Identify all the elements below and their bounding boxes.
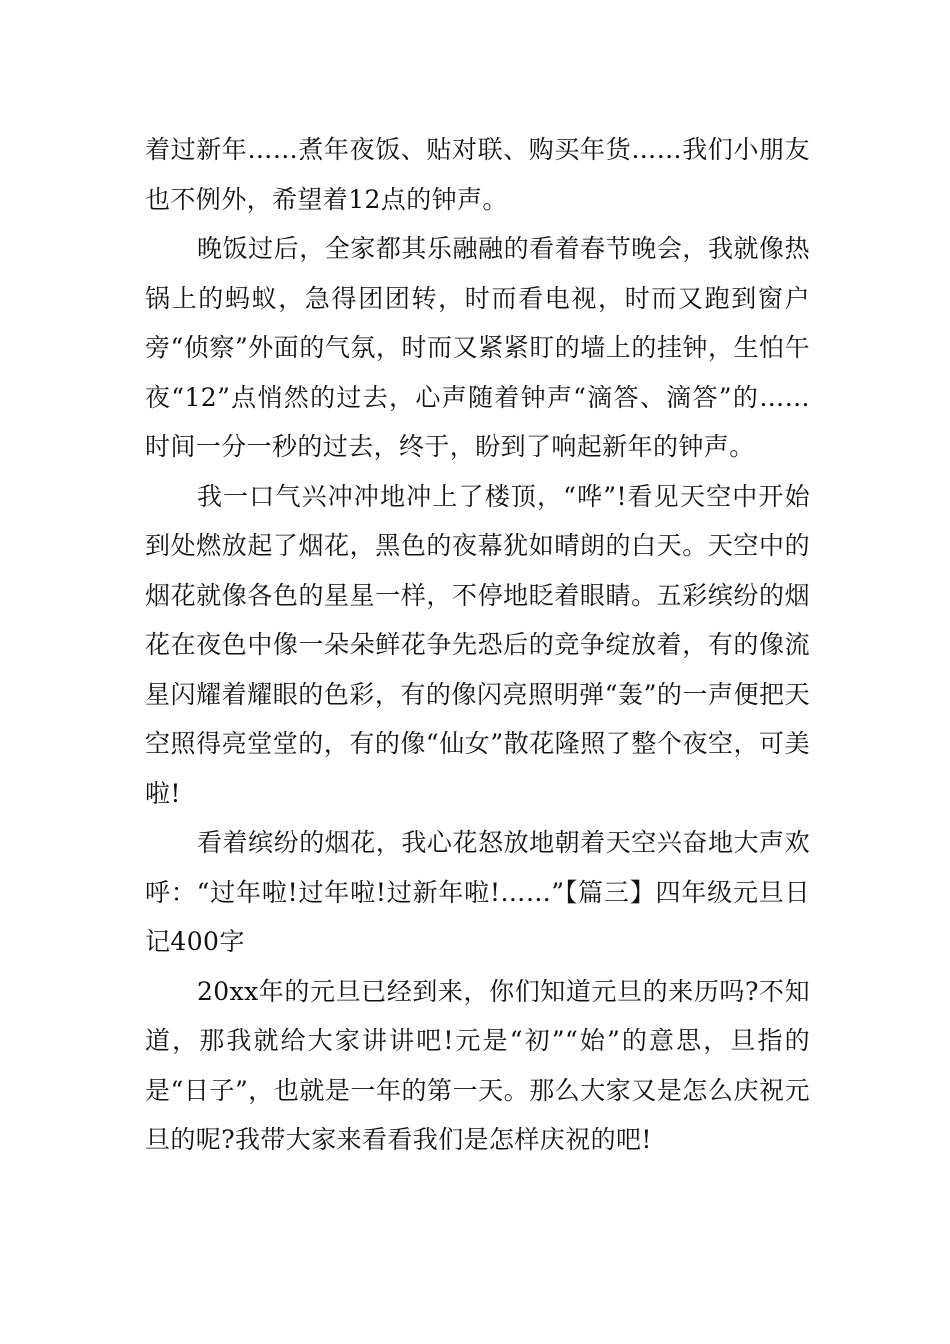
paragraph-cheering: 看着缤纷的烟花，我心花怒放地朝着天空兴奋地大声欢呼：“过年啦!过年啦!过新年啦!……”【篇三】四年级元旦日记400字 [145, 828, 810, 956]
document-body [145, 125, 810, 1165]
paragraph-fireworks: 我一口气兴冲冲地冲上了楼顶，“哗”!看见天空中开始到处燃放起了烟花，黑色的夜幕犹如晴朗的白天。天空中的烟花就像各色的星星一样，不停地眨着眼睛。五彩缤纷的烟花在夜色中像一朵朵鲜花争先恐后的竞争绽放着，有的像流星闪耀着耀眼的色彩，有的像闪亮照明弹“轰”的一声便把天空照得亮堂堂的，有的像“仙女”散花隆照了整个夜空，可美啦! [145, 481, 810, 808]
paragraph-continuation: 着过新年……煮年夜饭、贴对联、购买年货……我们小朋友也不例外，希望着12点的钟声。 [145, 135, 810, 214]
paragraph-new-year-eve: 晚饭过后，全家都其乐融融的看着春节晚会，我就像热锅上的蚂蚁，急得团团转，时而看电视，时而又跑到窗户旁“侦察”外面的气氛，时而又紧紧盯的墙上的挂钟，生怕午夜“12”点悄然的过去，心声随着钟声“滴答、滴答”的……时间一分一秒的过去，终于，盼到了响起新年的钟声。 [145, 234, 810, 461]
paragraph-new-year-day: 20xx年的元旦已经到来，你们知道元旦的来历吗?不知道，那我就给大家讲讲吧!元是“初”“始”的意思，旦指的是“日子”，也就是一年的第一天。那么大家又是怎么庆祝元旦的呢?我带大家来看看我们是怎样庆祝的吧! [145, 976, 810, 1154]
